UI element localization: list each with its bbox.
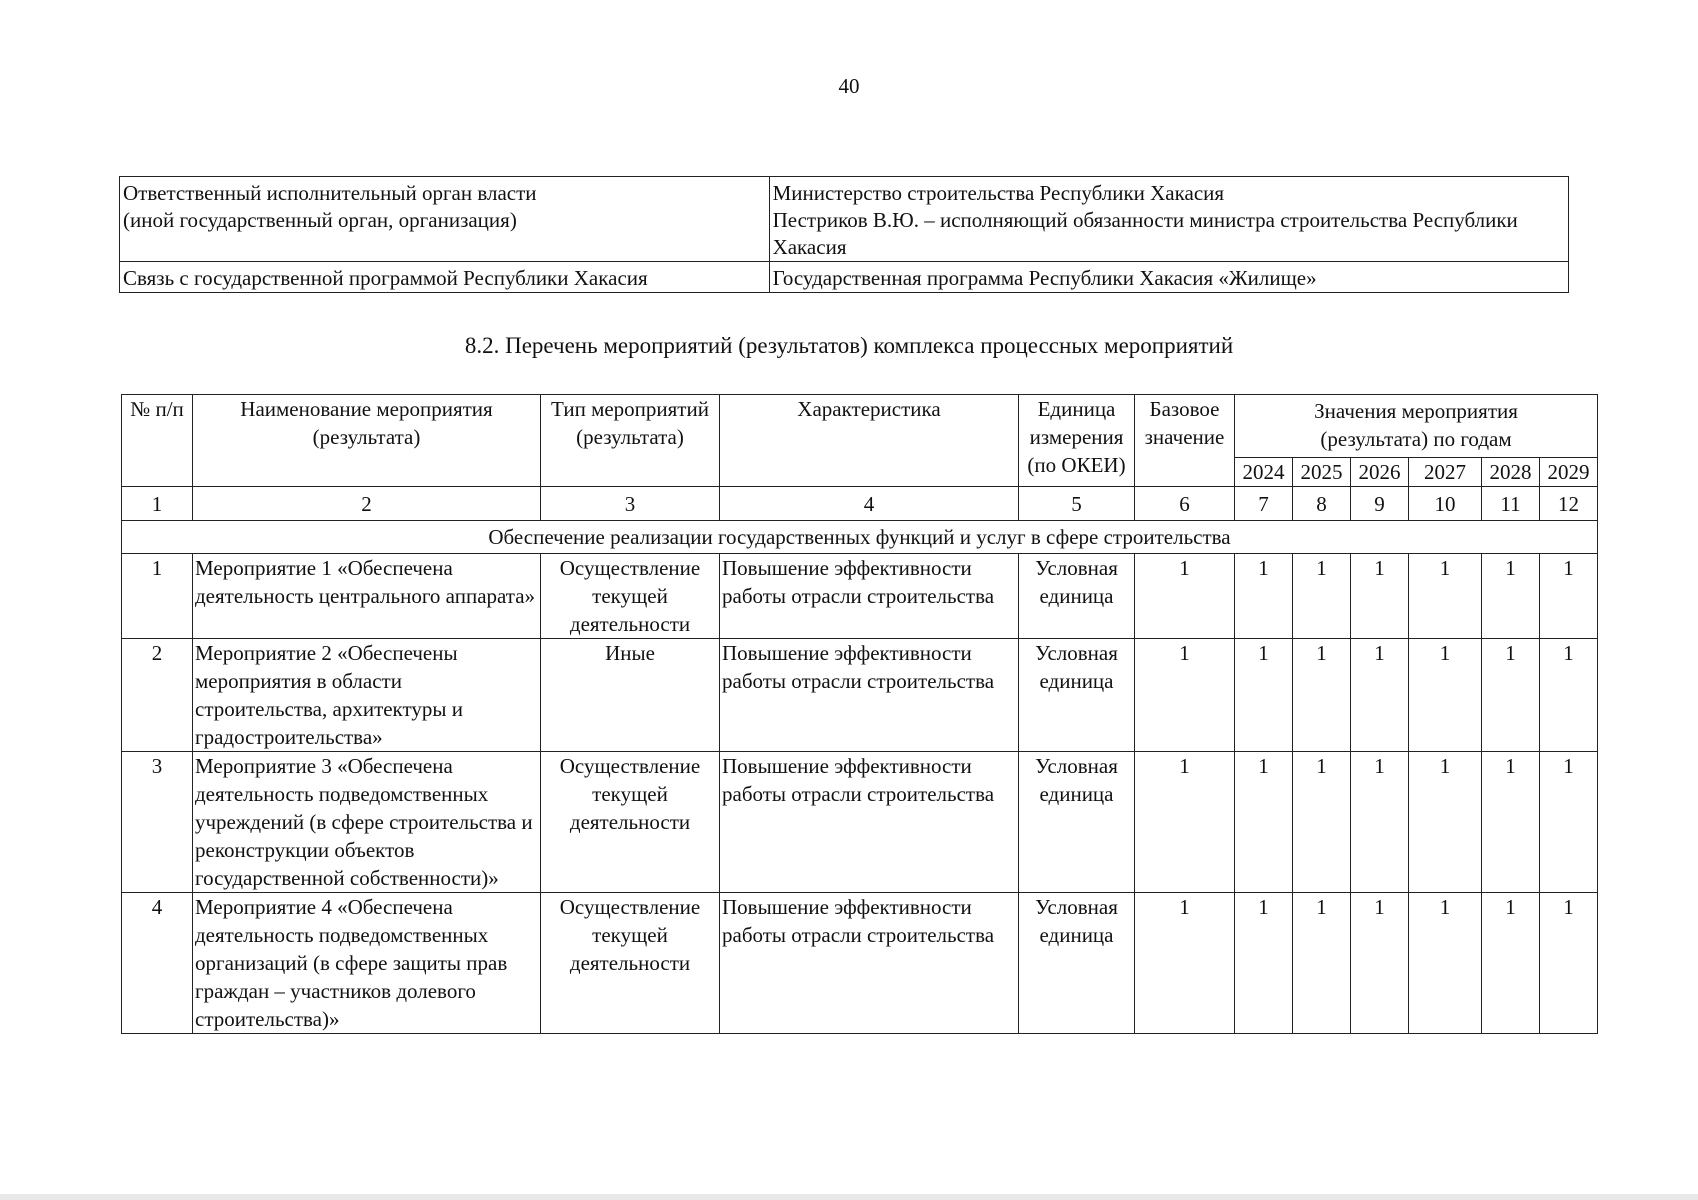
table-row xyxy=(122,554,1598,639)
info-value-line: Пестриков В.Ю. – исполняющий обязанности министра строительства Республики Хакасия xyxy=(772,208,1518,259)
table-row xyxy=(122,639,1598,752)
info-label-program xyxy=(120,262,770,293)
row-value: 1 xyxy=(1482,893,1540,1034)
row-value: 1 xyxy=(1293,639,1351,752)
column-number: 3 xyxy=(541,487,720,521)
measures-table xyxy=(121,394,1598,1034)
column-number: 4 xyxy=(720,487,1019,521)
info-value-program xyxy=(769,262,1568,293)
info-table xyxy=(119,176,1569,293)
info-row-responsible xyxy=(120,177,1569,262)
row-base: 1 xyxy=(1135,752,1235,893)
row-value: 1 xyxy=(1409,554,1482,639)
column-number: 5 xyxy=(1019,487,1135,521)
header-num: № п/п xyxy=(122,395,193,487)
row-value: 1 xyxy=(1351,752,1409,893)
row-value: 1 xyxy=(1351,639,1409,752)
column-number: 12 xyxy=(1540,487,1598,521)
row-characteristic: Повышение эффективности работы отрасли строительства xyxy=(720,639,1019,752)
row-value: 1 xyxy=(1540,639,1598,752)
row-value: 1 xyxy=(1540,893,1598,1034)
header-row xyxy=(122,395,1598,458)
row-unit: Условная единица xyxy=(1019,639,1135,752)
row-characteristic: Повышение эффективности работы отрасли строительства xyxy=(720,752,1019,893)
row-base: 1 xyxy=(1135,893,1235,1034)
info-label-responsible xyxy=(120,177,770,262)
column-number: 11 xyxy=(1482,487,1540,521)
header-name: Наименование мероприятия (результата) xyxy=(193,395,541,487)
header-year: 2026 xyxy=(1351,458,1409,487)
header-year: 2028 xyxy=(1482,458,1540,487)
scan-edge-divider xyxy=(0,1194,1698,1200)
row-value: 1 xyxy=(1351,893,1409,1034)
group-title: Обеспечение реализации государственных функций и услуг в сфере строительства xyxy=(122,521,1598,554)
header-base: Базовое значение xyxy=(1135,395,1235,487)
row-value: 1 xyxy=(1293,554,1351,639)
row-characteristic: Повышение эффективности работы отрасли строительства xyxy=(720,893,1019,1034)
page-number: 40 xyxy=(838,74,860,98)
header-unit: Единица измерения (по ОКЕИ) xyxy=(1019,395,1135,487)
column-number: 6 xyxy=(1135,487,1235,521)
row-num: 3 xyxy=(122,752,193,893)
table-row xyxy=(122,893,1598,1034)
row-type: Осуществление текущей деятельности xyxy=(541,893,720,1034)
header-year: 2025 xyxy=(1293,458,1351,487)
row-value: 1 xyxy=(1409,752,1482,893)
column-numbers-row xyxy=(122,487,1598,521)
header-year: 2027 xyxy=(1409,458,1482,487)
info-label-line: Ответственный исполнительный орган власти xyxy=(123,181,537,205)
row-unit: Условная единица xyxy=(1019,554,1135,639)
header-year: 2029 xyxy=(1540,458,1598,487)
header-values: Значения мероприятия (результата) по годам xyxy=(1235,395,1598,458)
row-unit: Условная единица xyxy=(1019,752,1135,893)
row-type: Осуществление текущей деятельности xyxy=(541,752,720,893)
row-value: 1 xyxy=(1409,893,1482,1034)
column-number: 2 xyxy=(193,487,541,521)
header-year: 2024 xyxy=(1235,458,1293,487)
row-value: 1 xyxy=(1235,554,1293,639)
row-type: Осуществление текущей деятельности xyxy=(541,554,720,639)
row-value: 1 xyxy=(1235,893,1293,1034)
group-row xyxy=(122,521,1598,554)
row-name: Мероприятие 2 «Обеспечены мероприятия в области строительства, архитектуры и градостроительства» xyxy=(193,639,541,752)
row-value: 1 xyxy=(1482,554,1540,639)
row-value: 1 xyxy=(1482,639,1540,752)
column-number: 7 xyxy=(1235,487,1293,521)
row-value: 1 xyxy=(1351,554,1409,639)
row-value: 1 xyxy=(1293,752,1351,893)
row-value: 1 xyxy=(1235,752,1293,893)
row-value: 1 xyxy=(1482,752,1540,893)
column-number: 1 xyxy=(122,487,193,521)
row-value: 1 xyxy=(1540,752,1598,893)
row-value: 1 xyxy=(1540,554,1598,639)
row-base: 1 xyxy=(1135,554,1235,639)
row-num: 4 xyxy=(122,893,193,1034)
header-characteristic: Характеристика xyxy=(720,395,1019,487)
info-value-line: Государственная программа Республики Хакасия «Жилище» xyxy=(772,266,1317,290)
row-value: 1 xyxy=(1409,639,1482,752)
row-name: Мероприятие 4 «Обеспечена деятельность подведомственных организаций (в сфере защиты прав граждан – участников долевого строительства)» xyxy=(193,893,541,1034)
info-row-program xyxy=(120,262,1569,293)
table-row xyxy=(122,752,1598,893)
row-value: 1 xyxy=(1293,893,1351,1034)
column-number: 10 xyxy=(1409,487,1482,521)
row-base: 1 xyxy=(1135,639,1235,752)
info-value-line: Министерство строительства Республики Хакасия xyxy=(772,181,1225,205)
info-label-line: (иной государственный орган, организация) xyxy=(123,208,517,232)
row-type: Иные xyxy=(541,639,720,752)
row-num: 1 xyxy=(122,554,193,639)
section-title: 8.2. Перечень мероприятий (результатов) комплекса процессных мероприятий xyxy=(464,333,1234,358)
column-number: 9 xyxy=(1351,487,1409,521)
row-value: 1 xyxy=(1235,639,1293,752)
row-name: Мероприятие 3 «Обеспечена деятельность подведомственных учреждений (в сфере строительства и реконструкции объектов государственной собственности)» xyxy=(193,752,541,893)
row-unit: Условная единица xyxy=(1019,893,1135,1034)
header-type: Тип мероприятий (результата) xyxy=(541,395,720,487)
row-name: Мероприятие 1 «Обеспечена деятельность центрального аппарата» xyxy=(193,554,541,639)
info-label-line: Связь с государственной программой Республики Хакасия xyxy=(123,266,648,290)
row-characteristic: Повышение эффективности работы отрасли строительства xyxy=(720,554,1019,639)
row-num: 2 xyxy=(122,639,193,752)
info-value-responsible xyxy=(769,177,1568,262)
column-number: 8 xyxy=(1293,487,1351,521)
